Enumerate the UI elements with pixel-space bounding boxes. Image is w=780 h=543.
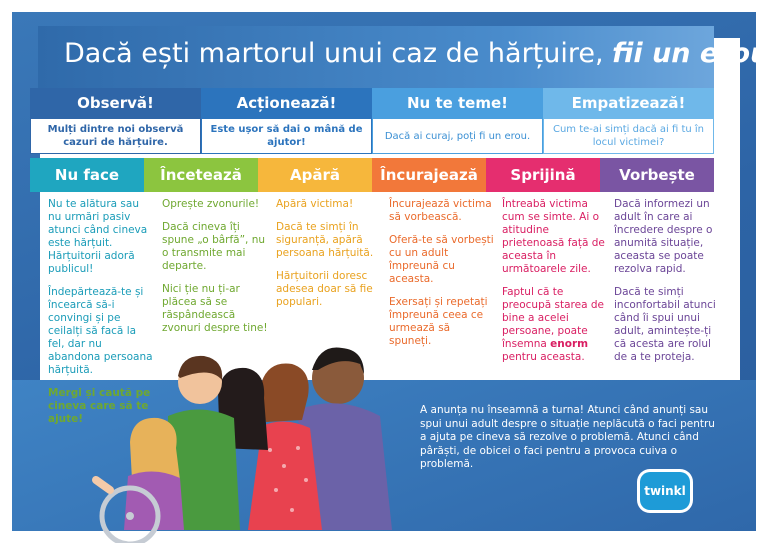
- column-paragraph: Întreabă victima cum se simte. Ai o atitudine prietenoasă față de aceasta în următoarele zile.: [502, 198, 605, 275]
- section-text-nu-te-teme: Dacă ai curaj, poți fi un erou.: [372, 118, 543, 154]
- column-paragraph: Exersați și repetați împreună ceea ce urmează să spuneți.: [389, 296, 488, 347]
- column-paragraph: Îndepărtează-te și încearcă să-i convingi și pe ceilalți să facă la fel, dar nu abandona persoana hărțuită.: [48, 286, 153, 376]
- column-paragraph: Dacă te simți inconfortabil atunci când îi spui unui adult, amintește-ți că acesta are rolul de a te proteja.: [614, 286, 716, 363]
- column-text-inceteaza: [162, 198, 268, 345]
- logo-text: twinkl: [644, 484, 686, 498]
- column-bold-paragraph: Mergi și caută pe cineva care să te ajute!: [48, 387, 151, 425]
- column-paragraph: Faptul că te preocupă starea de bine a acelei persoane, poate însemna enorm pentru aceasta.: [502, 286, 604, 363]
- column-paragraph: Dacă te simți în siguranță, apără persoana hărțuită.: [276, 221, 374, 259]
- action-column-headers: [30, 158, 714, 192]
- column-heading-sprijina: Sprijină: [486, 158, 600, 192]
- section-text-empatizeaza: Cum te-ai simți dacă ai fi tu în locul victimei?: [543, 118, 714, 154]
- column-paragraph: Dacă informezi un adult în care ai încredere despre o anumită situație, aceasta se poate rezolva rapid.: [614, 198, 713, 275]
- column-paragraph: Nu te alătura sau nu urmări pasiv atunci când cineva este hărțuit. Hărțuitorii adoră publicul!: [48, 198, 148, 275]
- column-text-vorbeste: [614, 198, 720, 374]
- column-paragraph: Nici ție nu ți-ar plăcea să se răspândească zvonuri despre tine!: [162, 283, 268, 334]
- column-paragraph: Dacă cineva îți spune „o bârfă”, nu o transmite mai departe.: [162, 221, 266, 272]
- column-heading-inceteaza: Încetează: [144, 158, 258, 192]
- section-text-observa: Mulți dintre noi observă cazuri de hărțuire.: [30, 118, 201, 154]
- top-section-descriptions: [30, 118, 714, 154]
- column-paragraph: Hărțuitorii doresc adesea doar să fie populari.: [276, 270, 373, 308]
- bottom-note: A anunța nu înseamnă a turna! Atunci când anunți sau spui unui adult despre o situație neplăcută o faci pentru a ajuta pe cineva să rezolve o problemă. Atunci când pârăști, de obicei o faci pentru a provoca cuiva o problemă.: [420, 404, 715, 470]
- column-heading-nu-face: Nu face: [30, 158, 144, 192]
- column-heading-apara: Apără: [258, 158, 372, 192]
- section-text-actioneaza: Este ușor să dai o mână de ajutor!: [201, 118, 372, 154]
- column-paragraph: Încurajează victima să vorbească.: [389, 198, 492, 223]
- column-text-sprijina: [502, 198, 608, 374]
- children-group-illustration: [70, 330, 410, 530]
- twinkl-logo: [640, 472, 690, 510]
- column-paragraph: Apără victima!: [276, 198, 354, 210]
- section-heading-empatizeaza: Empatizează!: [543, 88, 714, 118]
- column-paragraph: Oprește zvonurile!: [162, 198, 260, 210]
- section-heading-nu-te-teme: Nu te teme!: [372, 88, 543, 118]
- column-heading-vorbeste: Vorbește: [600, 158, 714, 192]
- page-title: Dacă ești martorul unui caz de hărțuire, fii un erou!: [64, 38, 780, 69]
- column-paragraph: Oferă-te să vorbești cu un adult împreună cu aceasta.: [389, 234, 494, 285]
- section-heading-observa: Observă!: [30, 88, 201, 118]
- top-section-headers: [30, 88, 714, 118]
- column-text-apara: [276, 198, 382, 319]
- section-heading-actioneaza: Acționează!: [201, 88, 372, 118]
- column-heading-incurajeaza: Încurajează: [372, 158, 486, 192]
